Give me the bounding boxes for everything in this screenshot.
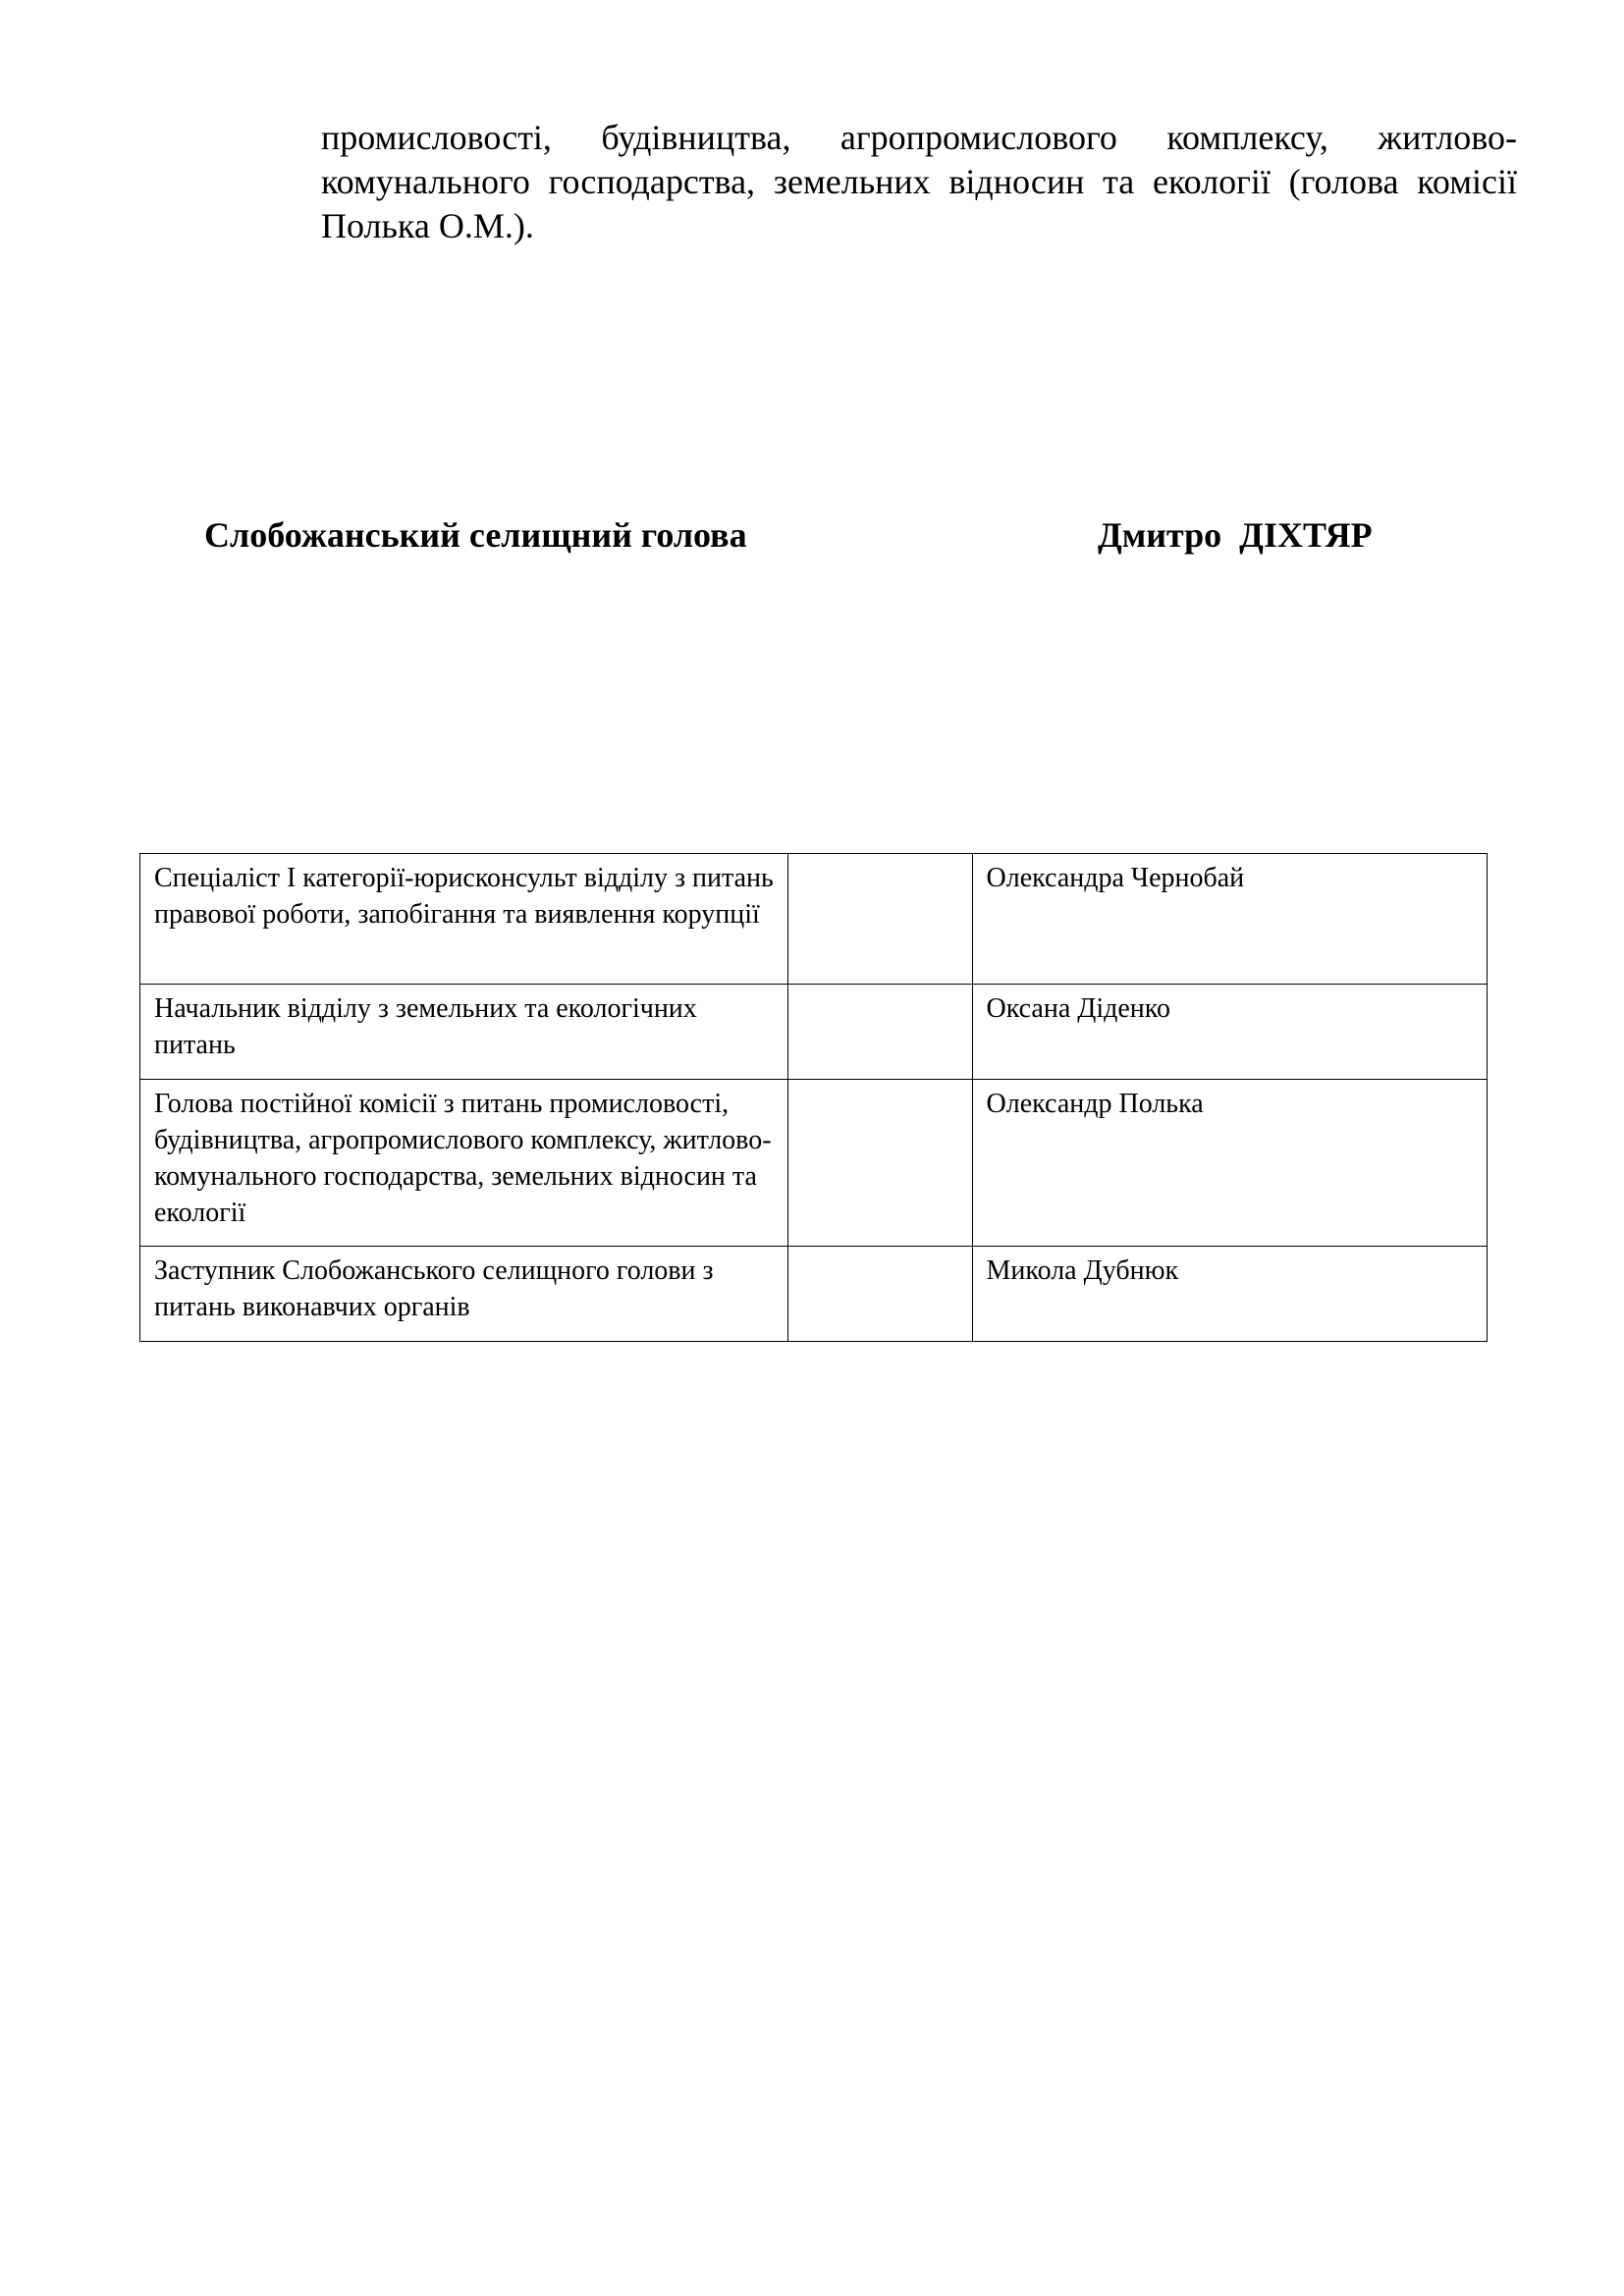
name-cell: Олександра Чернобай: [972, 854, 1487, 985]
signature-cell: [788, 985, 972, 1080]
position-cell: Начальник відділу з земельних та екологічних питань: [140, 985, 788, 1080]
signature-cell: [788, 1247, 972, 1342]
table-row: [140, 985, 1488, 1080]
body-paragraph: промисловості, будівництва, агропромислового комплексу, житлово-комунального господарства, земельних відносин та екології (голова комісії Полька О.М.).: [321, 118, 1517, 245]
table-row: [140, 854, 1488, 985]
name-cell: Оксана Діденко: [972, 985, 1487, 1080]
signature-cell: [788, 1080, 972, 1247]
position-cell: Спеціаліст І категорії-юрисконсульт відділу з питань правової роботи, запобігання та виявлення корупції: [140, 854, 788, 985]
signature-cell: [788, 854, 972, 985]
position-cell: Заступник Слобожанського селищного голови з питань виконавчих органів: [140, 1247, 788, 1342]
position-cell: Голова постійної комісії з питань промисловості, будівництва, агропромислового комплексу, житлово-комунального господарства, земельних відносин та екології: [140, 1080, 788, 1247]
name-cell: Микола Дубнюк: [972, 1247, 1487, 1342]
table-row: [140, 1247, 1488, 1342]
signature-name: Дмитро ДІХТЯР: [1098, 515, 1373, 555]
approval-table: [139, 853, 1488, 1342]
table-row: [140, 1080, 1488, 1247]
name-cell: Олександр Полька: [972, 1080, 1487, 1247]
signature-title: Слобожанський селищний голова: [204, 515, 747, 555]
